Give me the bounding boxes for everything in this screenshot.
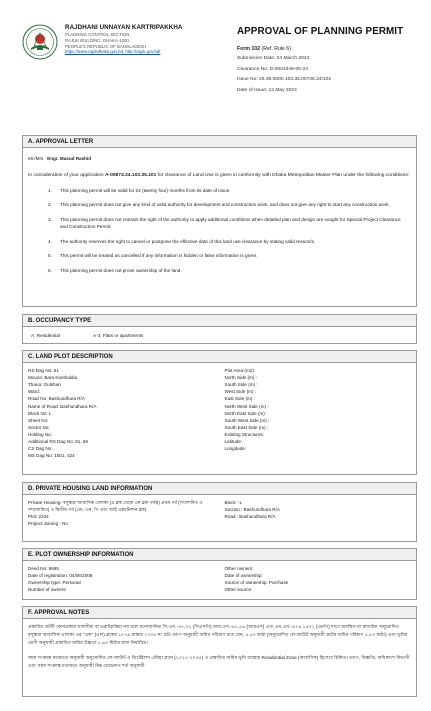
plot-area: Plot Area (m2): — [224, 368, 256, 373]
issue-date: Date of Issue: 12 May 2024 — [237, 87, 297, 93]
housing-section: Section : Bashundhara R/A — [224, 507, 280, 513]
condition-number: 1. — [48, 187, 52, 193]
south-side: South Side (m) : — [224, 382, 258, 388]
condition-item — [28, 201, 411, 209]
approval-notes-heading: F. APPROVAL NOTES — [23, 607, 416, 619]
condition-text: This planning permit does not give any kind of valid authority for development and construction work, and does not give any right to start any construction work. — [60, 202, 390, 208]
form-reference — [237, 46, 417, 53]
thana: Thana: Gulshan — [28, 382, 61, 388]
number-of-owners: Number of owners: — [28, 587, 67, 593]
east-side: East Side (m) : — [224, 396, 255, 402]
land-plot-heading: C. LAND PLOT DESCRIPTION — [23, 351, 416, 363]
private-housing-left-column — [28, 499, 220, 527]
south-east-side: South East Side (m) : — [224, 424, 269, 430]
ownership-right-column — [220, 565, 412, 593]
form-rule-ref: (Ref. Rule 6) — [260, 45, 291, 52]
condition-number: 2. — [48, 202, 52, 208]
salutation: Mr./Mrs — [28, 156, 44, 161]
ward: Ward: — [28, 389, 41, 395]
occupancy-type-section — [22, 314, 417, 344]
condition-item — [28, 187, 411, 195]
approval-letter-heading: A. APPROVAL LETTER — [23, 136, 416, 148]
condition-text: This planning permit does not restrain the right of the authority to apply additional conditions when detailed plan and design are sought for Special Project Clearance and Construction Permit. — [60, 216, 401, 230]
private-housing-name: Private Housing: বসুন্ধরা আবাসিক এলাকা (এ ব্লক থেকে এন ব্লক পর্যন্ত) প্রথম পর্ব (সংশোধিত ও সম্প্রসারিত) ও দ্বিতীয় পর্ব (এম, এন, পি এবং আই এক্সটেনশন ব্লক) — [28, 500, 203, 513]
intro-text-start: In consideration of your application — [28, 172, 105, 178]
approval-intro — [28, 172, 411, 180]
occupancy-subtype: A-3. Flats or apartments — [93, 333, 144, 338]
other-source: Other source: — [224, 587, 253, 593]
sector-no: Sector No: — [28, 424, 50, 430]
organization-name: RAJDHANI UNNAYAN KARTRIPAKKHA — [65, 24, 183, 31]
land-plot-right-column — [220, 367, 412, 459]
condition-number: 5. — [48, 253, 52, 259]
approval-note-paragraph: সময় সংক্রান্ত মতামতে অনুযায়ী অনুমোদিত লে-আউট ও ডিটেইলস এরিয়া প্ল্যান (২০২২-২০৩৫) এ প্রস্তাবিত জমির ভূমি ব্যবহার Residential Zone (আবাসিক) হিসেবে চিহ্নিত। ড্যাপ, বিজ্ঞপ্তি, অধিকাংশ বিভাগী এবং সময় সংক্রান্ত মতামতে অনুযায়ী নিম্ন ডেভেলপ শর্ত অনুযায়ী — [28, 654, 410, 668]
recipient-name: Engr. Masud Rashid — [47, 156, 92, 161]
approval-notes-section — [22, 606, 417, 697]
condition-text: This permit will be treated as cancelled if any information is hidden or false information is given. — [60, 253, 258, 259]
condition-number: 6. — [48, 267, 52, 273]
rajuk-logo-icon — [22, 24, 58, 60]
condition-text: The authority reserves the right to cancel or postpone the effective date of this land use clearance by stating valid reason/s. — [60, 238, 316, 244]
registration-date: Date of registration: 04/06/2008 — [28, 573, 93, 579]
permit-info-block — [237, 26, 417, 94]
road-name: Name of Road: Bashundhara R/A — [28, 403, 97, 409]
organization-country: PEOPLE'S REPUBLIC OF BANGLADESH — [65, 43, 147, 49]
organization-block — [65, 24, 215, 55]
plot-ownership-section — [22, 548, 417, 600]
cs-dag-no: CS Dag No: — [28, 446, 53, 452]
source-of-ownership: Source of ownership: Purchase — [224, 580, 289, 586]
north-east-side: North East Side (m) : — [224, 410, 268, 416]
latitude: Latitude: — [224, 439, 243, 445]
deed-no: Deed No: 9695 — [28, 566, 59, 571]
occupancy-row — [28, 333, 411, 339]
rs-dag-no: RS Dag No: 61 — [28, 368, 59, 373]
condition-number: 3. — [48, 216, 52, 222]
submission-date: Submission Date: 24 March 2024 — [237, 56, 310, 62]
sheet-no: Sheet No: — [28, 417, 49, 423]
organization-website-link[interactable]: https://www.rajukdhaka.gov.bd, http://rajuk.gov.bd/ — [65, 49, 161, 55]
approval-note-paragraph: প্রস্তাবিত প্লটটি কোনপ্রকার খালসীমা বা ভরাটকৃত্তিমা নয় বলে মনোজানিত সি.এস.-৩৭,৩২ (সিএসপি) আর.এস.-৬১,৫৬ (আরএস) এবং এম.এস.-৪২৪,১৫০১ (এমপি) দাগে অবস্থিত যা রাজউক অনুমোদিত বসুন্ধরা আবাসিক এলাকা এর "এল" (এল) ব্লকের ১৫৭৯ রাস্তার ২৩৩৪ নং প্লট। ড্যাপ অনুযায়ী জমির পরিমাণ মাত্র যেন, ৫.৫০ কাঠা (অনুমোদিত লে-আউট অনুযায়ী প্লটের জমির পরিমাণ ৫.৫০ কাঠা) এবং ভূমির শ্রেণী অনুযায়ী প্রস্তাবিত জমির উচ্চতা ১.৬০ মিটার রাখা নির্ধারিত। — [28, 624, 408, 646]
longitude: Longitude: — [224, 446, 246, 452]
private-housing-heading: D. PRIVATE HOUSING LAND INFORMATION — [23, 483, 416, 495]
form-number: Form 102 — [237, 45, 261, 52]
approval-letter-section — [22, 135, 417, 307]
housing-road: Road : Bashundhara R/A — [224, 514, 276, 520]
occupancy-category: A. Residential — [31, 333, 60, 338]
condition-item — [28, 252, 411, 260]
ownership-left-column — [28, 565, 220, 593]
document-header — [22, 22, 417, 120]
north-west-side: North West Side (m) : — [224, 403, 269, 409]
clearance-number: Clearance No: D-0004348-05-24 — [237, 66, 308, 72]
date-of-ownership: Date of ownership: — [224, 573, 263, 579]
plot-ownership-heading: E. PLOT OWNERSHIP INFORMATION — [23, 549, 416, 561]
housing-block: Block : L — [224, 500, 243, 505]
additional-rs-dag-no: Additional RS Dag No: 61, 56 — [28, 439, 89, 445]
existing-structures: Existing Structures: — [224, 431, 265, 437]
organization-address: RAJUK BUILDING, DHAKA-1000, — [65, 37, 130, 43]
project-joining: Project Joining : No — [28, 521, 68, 527]
south-west-side: South West Side (m) : — [224, 417, 270, 423]
plot-number: Plot: 2334 — [28, 514, 49, 520]
private-housing-section — [22, 482, 417, 542]
salutation-line — [28, 156, 411, 162]
issue-number: Issue No: 25.39.0000.103.35.00728.24/102 — [237, 77, 332, 83]
condition-text: This planning permit will be valid for 24 (twenty four) months from its date of issue. — [60, 187, 231, 193]
private-housing-right-column — [220, 499, 412, 527]
application-number: A-00874.24.103.35.101 — [104, 172, 157, 178]
occupancy-heading: B. OCCUPANCY TYPE — [23, 315, 416, 327]
block-no: Block No: L — [28, 410, 52, 416]
organization-section: PLANNING CONTROL SECTION — [65, 32, 130, 38]
condition-number: 4. — [48, 238, 52, 244]
land-plot-left-column — [28, 367, 220, 459]
condition-text: This planning permit does not prove ownership of the land. — [60, 267, 182, 273]
other-owners: Other owners: — [224, 566, 254, 571]
road-no: Road No: Bashundhara R/A — [28, 396, 85, 402]
west-side: West Side (m) : — [224, 389, 257, 395]
land-plot-section — [22, 350, 417, 475]
north-side: North Side (m) : — [224, 375, 257, 381]
condition-item — [28, 267, 411, 275]
ms-dag-no: MS Dag No: 1501, 424 — [28, 453, 75, 459]
intro-text-end: for clearance of Land Use is given in conformity with Dhaka Metropolitan Master Plan under the following conditions: — [156, 172, 410, 178]
holding-no: Holding No: — [28, 431, 53, 437]
mouza: Mouza: Bara Kanthaldia — [28, 375, 78, 381]
condition-item — [28, 238, 411, 246]
ownership-type: Ownership type: Personal — [28, 580, 81, 586]
document-title: APPROVAL OF PLANNING PERMIT — [237, 26, 404, 37]
condition-item — [28, 216, 411, 231]
